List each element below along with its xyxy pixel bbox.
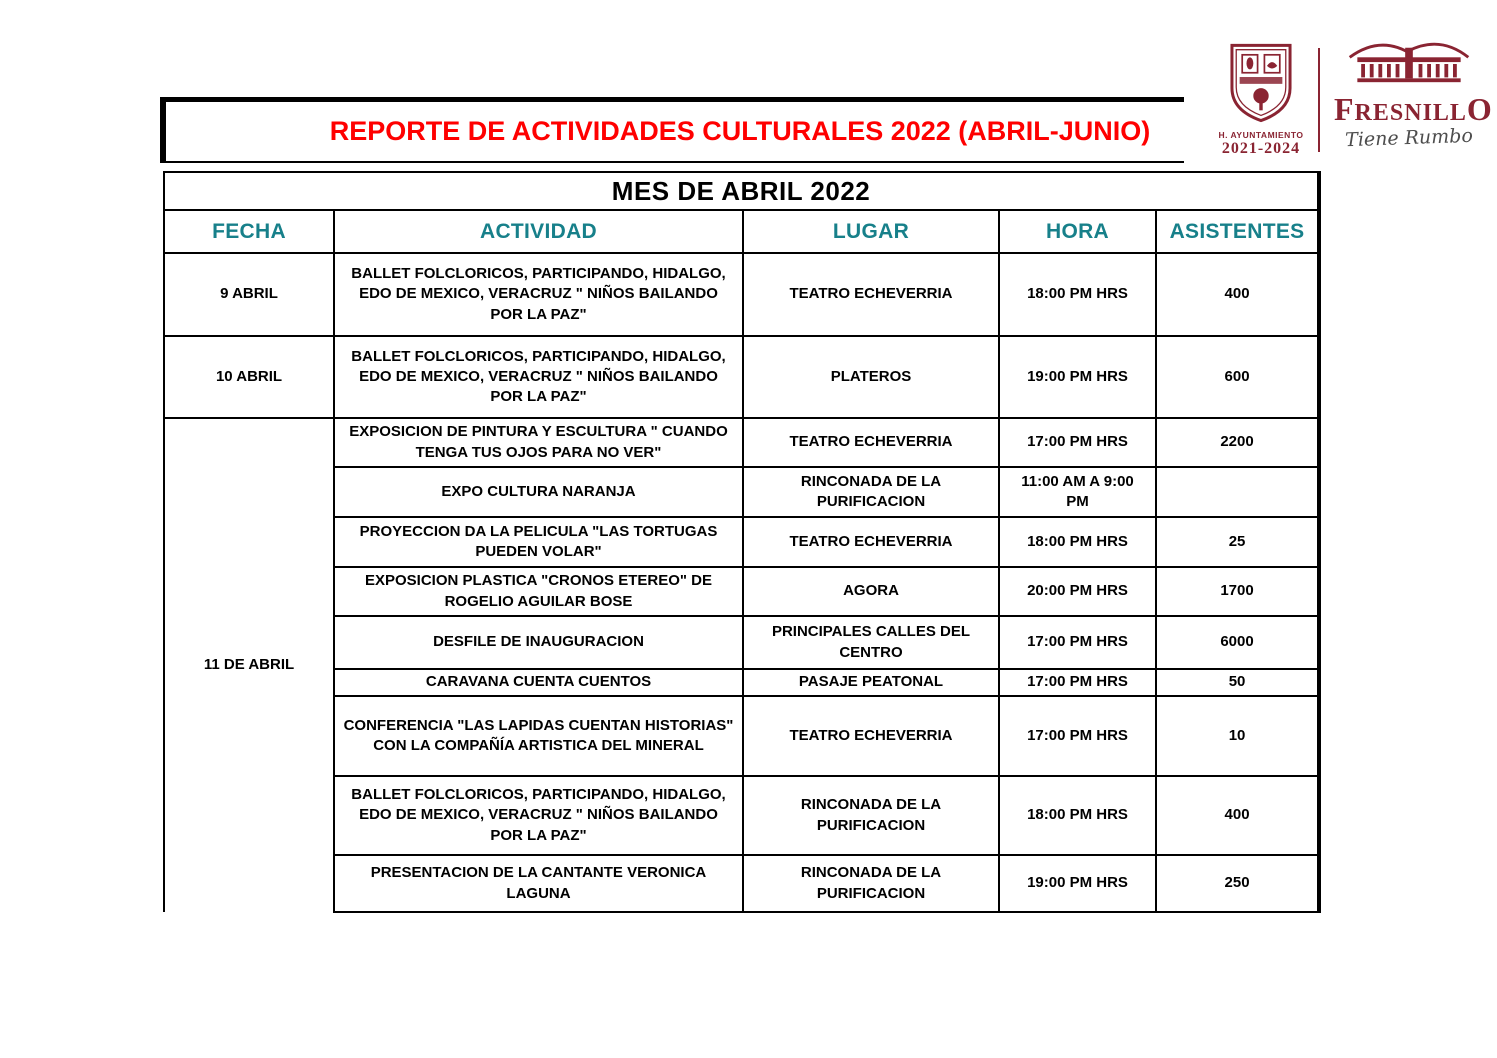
cell-lugar: RINCONADA DE LA PURIFICACION [743, 776, 999, 855]
cell-actividad: DESFILE DE INAUGURACION [334, 616, 743, 669]
cell-fecha: 9 ABRIL [164, 253, 334, 336]
cell-asistentes: 25 [1156, 517, 1319, 567]
cell-asistentes: 6000 [1156, 616, 1319, 669]
cell-asistentes: 1700 [1156, 567, 1319, 616]
cell-actividad: BALLET FOLCLORICOS, PARTICIPANDO, HIDALGO, EDO DE MEXICO, VERACRUZ " NIÑOS BAILANDO POR LA PAZ" [334, 776, 743, 855]
cell-hora: 19:00 PM HRS [999, 855, 1156, 912]
page-title: REPORTE DE ACTIVIDADES CULTURALES 2022 (ABRIL-JUNIO) [329, 116, 1151, 146]
crest-icon [1225, 111, 1297, 128]
cell-lugar: RINCONADA DE LA PURIFICACION [743, 855, 999, 912]
cell-actividad: BALLET FOLCLORICOS, PARTICIPANDO, HIDALGO, EDO DE MEXICO, VERACRUZ " NIÑOS BAILANDO POR LA PAZ" [334, 253, 743, 336]
table-row [164, 616, 1319, 669]
cell-actividad: PRESENTACION DE LA CANTANTE VERONICA LAGUNA [334, 855, 743, 912]
cell-lugar: PRINCIPALES CALLES DEL CENTRO [743, 616, 999, 669]
cell-lugar: RINCONADA DE LA PURIFICACION [743, 467, 999, 517]
cell-lugar: TEATRO ECHEVERRIA [743, 418, 999, 467]
table-row [164, 669, 1319, 696]
cell-hora: 19:00 PM HRS [999, 336, 1156, 418]
cell-asistentes: 600 [1156, 336, 1319, 418]
column-header-actividad: ACTIVIDAD [334, 210, 743, 253]
cell-asistentes: 10 [1156, 696, 1319, 776]
logo-divider [1318, 48, 1320, 152]
cell-actividad: PROYECCION DA LA PELICULA "LAS TORTUGAS PUEDEN VOLAR" [334, 517, 743, 567]
cell-hora: 18:00 PM HRS [999, 517, 1156, 567]
brand-tagline: Tiene Rumbo [1344, 124, 1474, 152]
table-row [164, 776, 1319, 855]
building-icon [1339, 73, 1479, 90]
cell-hora: 17:00 PM HRS [999, 418, 1156, 467]
cell-asistentes: 50 [1156, 669, 1319, 696]
cell-hora: 11:00 AM A 9:00 PM [999, 467, 1156, 517]
cell-asistentes: 400 [1156, 253, 1319, 336]
cell-lugar: TEATRO ECHEVERRIA [743, 517, 999, 567]
cell-actividad: EXPO CULTURA NARANJA [334, 467, 743, 517]
column-header-hora: HORA [999, 210, 1156, 253]
cell-asistentes: 2200 [1156, 418, 1319, 467]
cell-hora: 17:00 PM HRS [999, 616, 1156, 669]
column-header-row [164, 210, 1319, 253]
brand-name [1334, 91, 1493, 127]
cell-hora: 18:00 PM HRS [999, 253, 1156, 336]
table-row [164, 253, 1319, 336]
table-row [164, 567, 1319, 616]
cell-actividad: EXPOSICION PLASTICA "CRONOS ETEREO" DE ROGELIO AGUILAR BOSE [334, 567, 743, 616]
cell-actividad: BALLET FOLCLORICOS, PARTICIPANDO, HIDALGO, EDO DE MEXICO, VERACRUZ " NIÑOS BAILANDO POR LA PAZ" [334, 336, 743, 418]
crest-block [1218, 42, 1304, 158]
cell-asistentes: 250 [1156, 855, 1319, 912]
month-header-row [164, 172, 1319, 210]
report-title-box [160, 97, 1184, 163]
table-row [164, 467, 1319, 517]
table-row [164, 418, 1319, 467]
activities-table [163, 171, 1321, 913]
table-row [164, 696, 1319, 776]
column-header-lugar: LUGAR [743, 210, 999, 253]
column-header-fecha: FECHA [164, 210, 334, 253]
cell-hora: 20:00 PM HRS [999, 567, 1156, 616]
cell-hora: 18:00 PM HRS [999, 776, 1156, 855]
cell-asistentes [1156, 467, 1319, 517]
cell-actividad: EXPOSICION DE PINTURA Y ESCULTURA " CUANDO TENGA TUS OJOS PARA NO VER" [334, 418, 743, 467]
brand-middle: RESNILL [1354, 100, 1467, 126]
cell-lugar: AGORA [743, 567, 999, 616]
cell-lugar: PLATEROS [743, 336, 999, 418]
cell-actividad: CARAVANA CUENTA CUENTOS [334, 669, 743, 696]
brand-last-letter: O [1466, 91, 1493, 127]
column-header-asistentes: ASISTENTES [1156, 210, 1319, 253]
cell-hora: 17:00 PM HRS [999, 696, 1156, 776]
cell-lugar: TEATRO ECHEVERRIA [743, 253, 999, 336]
cell-asistentes: 400 [1156, 776, 1319, 855]
crest-years: 2021-2024 [1221, 140, 1301, 157]
cell-fecha: 10 ABRIL [164, 336, 334, 418]
crest-caption: H. AYUNTAMIENTO [1218, 130, 1304, 140]
table-row [164, 855, 1319, 912]
cell-hora: 17:00 PM HRS [999, 669, 1156, 696]
cell-lugar: PASAJE PEATONAL [743, 669, 999, 696]
month-title: MES DE ABRIL 2022 [164, 172, 1319, 210]
table-row [164, 336, 1319, 418]
table-row [164, 517, 1319, 567]
brand-block [1334, 42, 1493, 152]
municipality-logo [1218, 42, 1493, 158]
cell-actividad: CONFERENCIA "LAS LAPIDAS CUENTAN HISTORIAS" CON LA COMPAÑÍA ARTISTICA DEL MINERAL [334, 696, 743, 776]
cell-lugar: TEATRO ECHEVERRIA [743, 696, 999, 776]
cell-fecha-merged: 11 DE ABRIL [164, 418, 334, 912]
brand-first-letter: F [1334, 91, 1355, 127]
